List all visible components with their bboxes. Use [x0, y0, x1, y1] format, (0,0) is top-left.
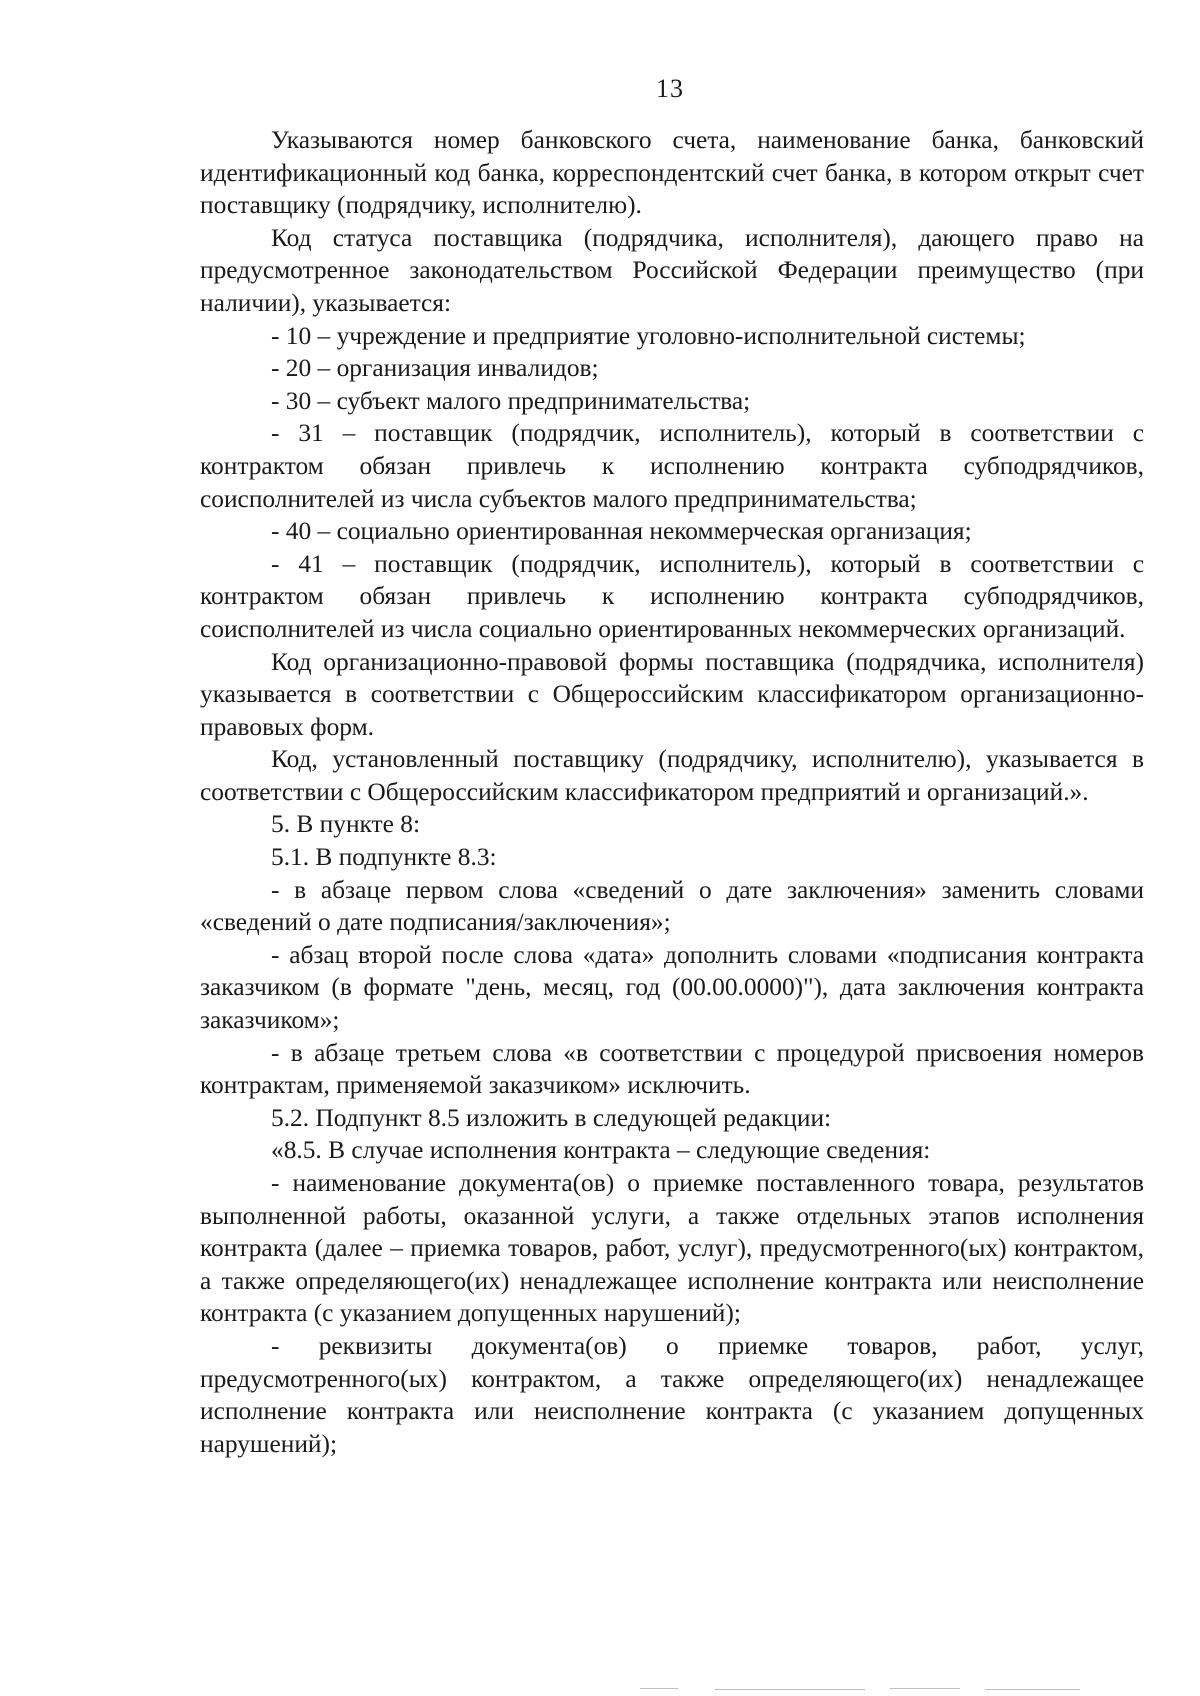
- list-item-code-40: - 40 – социально ориентированная некоммерческая организация;: [271, 517, 972, 546]
- list-item-code-20: - 20 – организация инвалидов;: [271, 354, 599, 383]
- scan-artifact-line: [715, 1689, 865, 1690]
- document-body: [200, 124, 1144, 1460]
- list-item-acceptance-document-name: - наименование документа(ов) о приемке поставленного товара, результатов выполненной работы, оказанной услуги, а также отдельных этапов исполнения контракта (далее – приемка товаров, работ, услуг), предусмотренного(ых) контрактом, а также определяющего(их) ненадлежащее исполнение контракта или неисполнение контракта (с указанием допущенных нарушений);: [200, 1169, 1144, 1328]
- paragraph-status-code: Код статуса поставщика (подрядчика, исполнителя), дающего право на предусмотренное законодательством Российской Федерации преимущество (при наличии), указывается:: [200, 223, 1144, 317]
- paragraph-item-5-2: 5.2. Подпункт 8.5 изложить в следующей редакции:: [271, 1103, 832, 1132]
- list-item-code-30: - 30 – субъект малого предпринимательства;: [271, 386, 751, 415]
- page-number: 13: [656, 74, 684, 103]
- list-item-code-10: - 10 – учреждение и предприятие уголовно-исполнительной системы;: [271, 321, 1026, 350]
- scan-artifact-line: [985, 1689, 1080, 1690]
- list-item-third-paragraph: - в абзаце третьем слова «в соответствии с процедурой присвоения номеров контрактам, применяемой заказчиком» исключить.: [200, 1038, 1144, 1100]
- list-item-second-paragraph: - абзац второй после слова «дата» дополнить словами «подписания контракта заказчиком (в формате "день, месяц, год (00.00.0000)"), дата заключения контракта заказчиком»;: [200, 940, 1144, 1035]
- scan-artifact-line: [890, 1688, 960, 1689]
- paragraph-supplier-code: Код, установленный поставщику (подрядчику, исполнителю), указывается в соответствии с Общероссийским классификатором предприятий и организаций.».: [200, 745, 1144, 806]
- paragraph-item-5-1: 5.1. В подпункте 8.3:: [271, 843, 497, 872]
- scan-artifact-line: [640, 1688, 678, 1689]
- paragraph-item-8-5: «8.5. В случае исполнения контракта – следующие сведения:: [271, 1136, 931, 1165]
- list-item-code-41: - 41 – поставщик (подрядчик, исполнитель), который в соответствии с контрактом обязан привлечь к исполнению контракта субподрядчиков, соисполнителей из числа социально ориентированных некоммерческих организаций.: [200, 549, 1144, 643]
- paragraph-bank-details: Указываются номер банковского счета, наименование банка, банковский идентификационный код банка, корреспондентский счет банка, в котором открыт счет поставщику (подрядчику, исполнителю).: [200, 126, 1144, 220]
- paragraph-legal-form-code: Код организационно-правовой формы поставщика (подрядчика, исполнителя) указывается в соответствии с Общероссийским классификатором организационно-правовых форм.: [200, 647, 1144, 741]
- list-item-acceptance-document-details: - реквизиты документа(ов) о приемке товаров, работ, услуг, предусмотренного(ых) контрактом, а также определяющего(их) ненадлежащее исполнение контракта или неисполнение контракта (с указанием допущенных нарушений);: [200, 1331, 1144, 1458]
- list-item-code-31: - 31 – поставщик (подрядчик, исполнитель), который в соответствии с контрактом обязан привлечь к исполнению контракта субподрядчиков, соисполнителей из числа субъектов малого предпринимательства;: [200, 419, 1144, 513]
- paragraph-item-5: 5. В пункте 8:: [271, 810, 421, 839]
- list-item-first-paragraph: - в абзаце первом слова «сведений о дате заключения» заменить словами «сведений о дате подписания/заключения»;: [200, 875, 1144, 937]
